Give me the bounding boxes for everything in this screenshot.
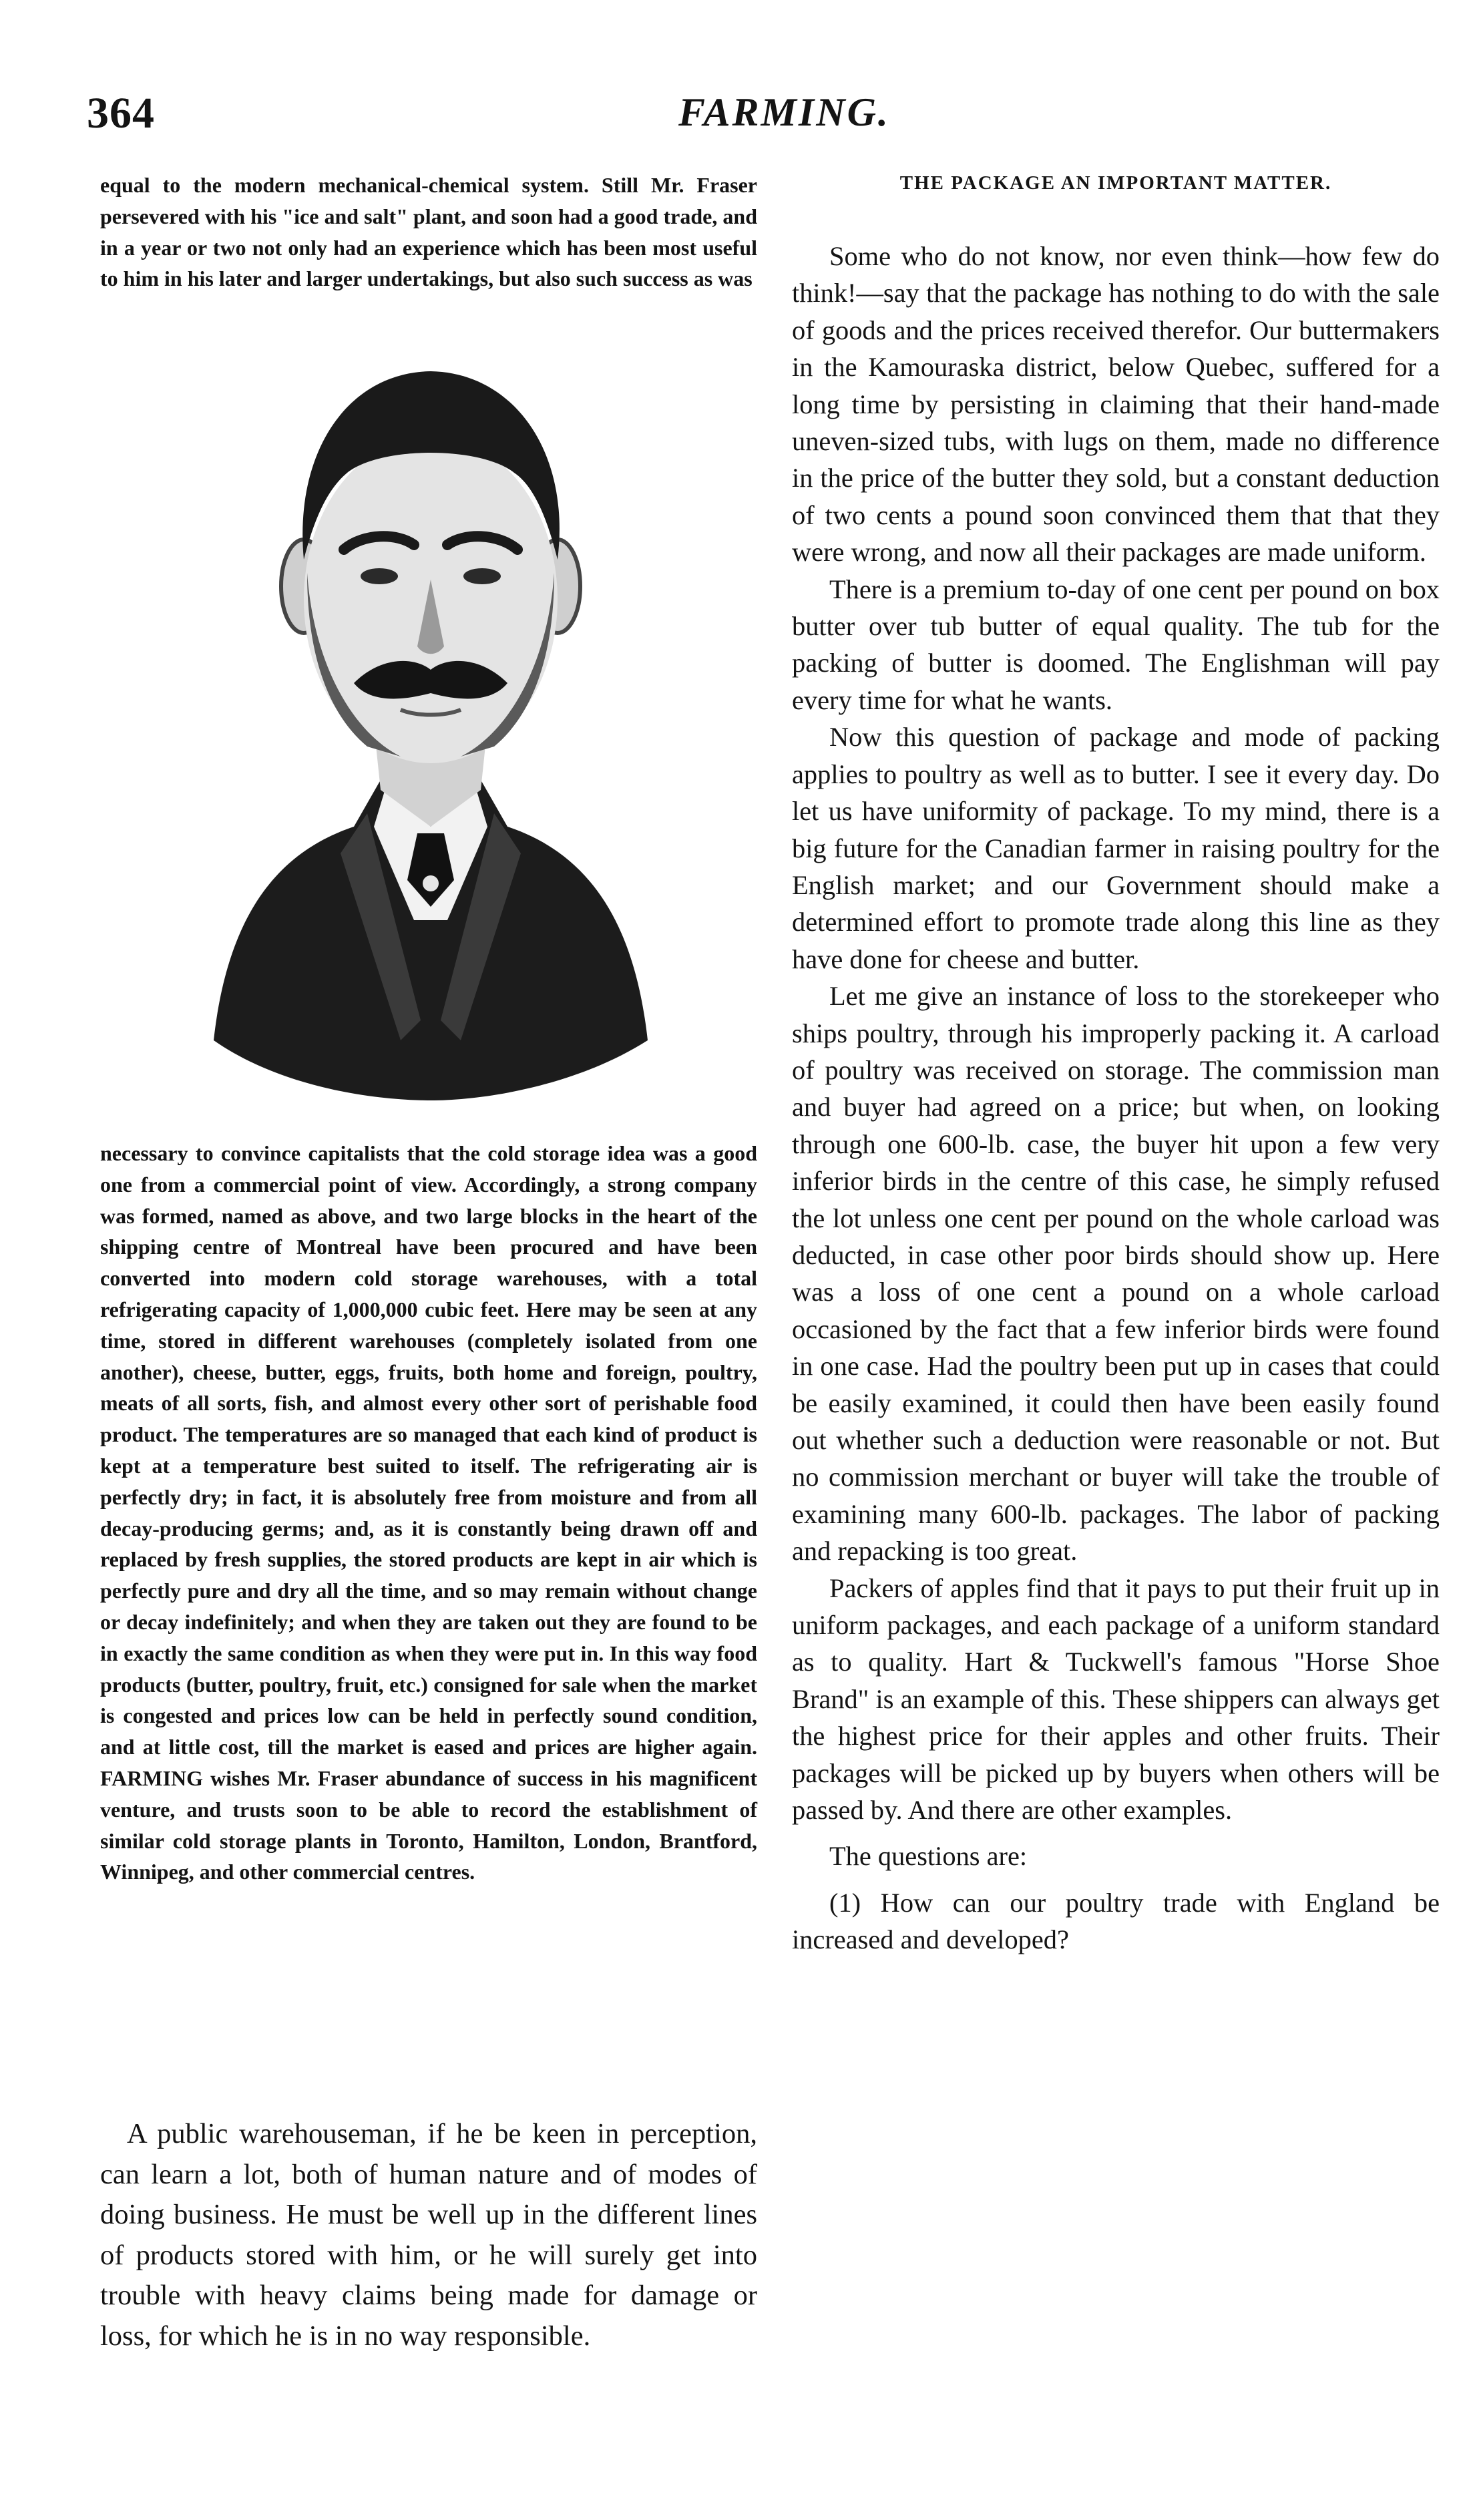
paragraph-right-6: The questions are: (829, 1841, 1028, 1872)
running-title: FARMING. (678, 90, 890, 134)
paragraph-left-top: equal to the modern mechanical-chemical system. Still Mr. Fraser persevered with his "ice and salt" plant, and soon had a good trade, and in a year or two not only had an experience which has been most useful to him in his later and larger undertakings, but also such success as was (100, 173, 757, 291)
left-column-middle (100, 1138, 757, 1888)
paragraph-right-5: Packers of apples find that it pays to put their fruit up in uniform packages, and each package of a uniform standard as to quality. Hart & Tuckwell's famous "Horse Shoe Brand" is an example of this. These shippers can always get the highest price for their apples and other fruits. Their packages will be picked up by buyers when others will be passed by. And there are other examples. (792, 1572, 1440, 1826)
paragraph-public-warehouseman: A public warehouseman, if he be keen in perception, can learn a lot, both of human nature and of modes of doing business. He must be well up in the different lines of products stored with him, or he will surely get into trouble with heavy claims being made for damage or loss, for which he is in no way responsible. (100, 2118, 757, 2352)
paragraph-right-1: Some who do not know, nor even think—how few do think!—say that the package has nothing to do with the sale of goods and the prices received therefor. Our buttermakers in the Kamouraska district, below Quebec, suffered for a long time by persisting in claiming that their hand-made uneven-sized tubs, with lugs on them, made no difference in the price of the butter they sold, but a constant deduction of two cents a pound soon convinced them that that they were wrong, and now all their packages are made uniform. (792, 241, 1440, 568)
paragraph-right-3: Now this question of package and mode of packing applies to poultry as well as to butter. I see it every day. Do let us have uniformity of package. To my mind, there is a big future for the Canadian farmer in raising poultry for the English market; and our Government should make a determined effort to promote trade along this line as they have done for cheese and butter. (792, 722, 1440, 974)
left-column-top (100, 170, 757, 294)
page-number: 364 (87, 89, 155, 138)
paragraph-right-2: There is a premium to-day of one cent per pound on box butter over tub butter of equal quality. The tub for the packing of butter is doomed. The Englishman will pay every time for what he wants. (792, 574, 1440, 715)
paragraph-cold-storage: necessary to convince capitalists that the cold storage idea was a good one from a commercial point of view. Accordingly, a strong company was formed, named as above, and two large blocks in the heart of the shipping centre of Montreal have been procured and have been converted into modern cold storage warehouses, with a total refrigerating capacity of 1,000,000 cubic feet. Here may be seen at any time, stored in different warehouses (completely isolated from one another), cheese, butter, eggs, fruits, both home and foreign, poultry, meats of all sorts, fish, and almost every other sort of perishable food product. The temperatures are so managed that each kind of product is kept at a temperature best suited to itself. The refrigerating air is perfectly dry; in fact, it is absolutely free from moisture and from all decay-producing germs; and, as it is constantly being drawn off and replaced by fresh supplies, the stored products are kept in air which is perfectly pure and dry all the time, and so may remain without change or decay indefinitely; and when they are taken out they are found to be in exactly the same condition as when they were put in. In this way food products (butter, poultry, fruit, etc.) consigned for sale when the market is congested and prices low can be held in perfectly sound condition, and at little cost, till the market is eased and prices are higher again. FARMING wishes Mr. Fraser abundance of success in his magnificent venture, and trusts soon to be able to record the establishment of similar cold storage plants in Toronto, Hamilton, London, Brantford, Winnipeg, and other commercial centres. (100, 1141, 757, 1884)
portrait-engraving (200, 319, 661, 1107)
left-column-bottom (100, 2114, 757, 2356)
right-column (792, 170, 1440, 1958)
paragraph-right-7: (1) How can our poultry trade with England be increased and developed? (792, 1887, 1440, 1955)
paragraph-right-4: Let me give an instance of loss to the storekeeper who ships poultry, through his improperly packing it. A carload of poultry was received on storage. The commission man and buyer had agreed on a price; but when, on looking through one 600-lb. case, the buyer hit upon a few very inferior birds in the centre of this case, he simply refused the lot unless one cent per pound on the whole carload was deducted, in case other poor birds should show up. Here was a loss of one cent a pound on a whole carload occasioned by the fact that a few inferior birds were found in one case. Had the poultry been put up in cases that could be easily examined, it could then have been easily found out whether such a deduction were reasonable or not. But no commission merchant or buyer will take the trouble of examining many 600-lb. packages. The labor of packing and repacking is too great. (792, 981, 1440, 1566)
portrait-figure (214, 371, 648, 1100)
section-heading: THE PACKAGE AN IMPORTANT MATTER. (899, 172, 1332, 194)
